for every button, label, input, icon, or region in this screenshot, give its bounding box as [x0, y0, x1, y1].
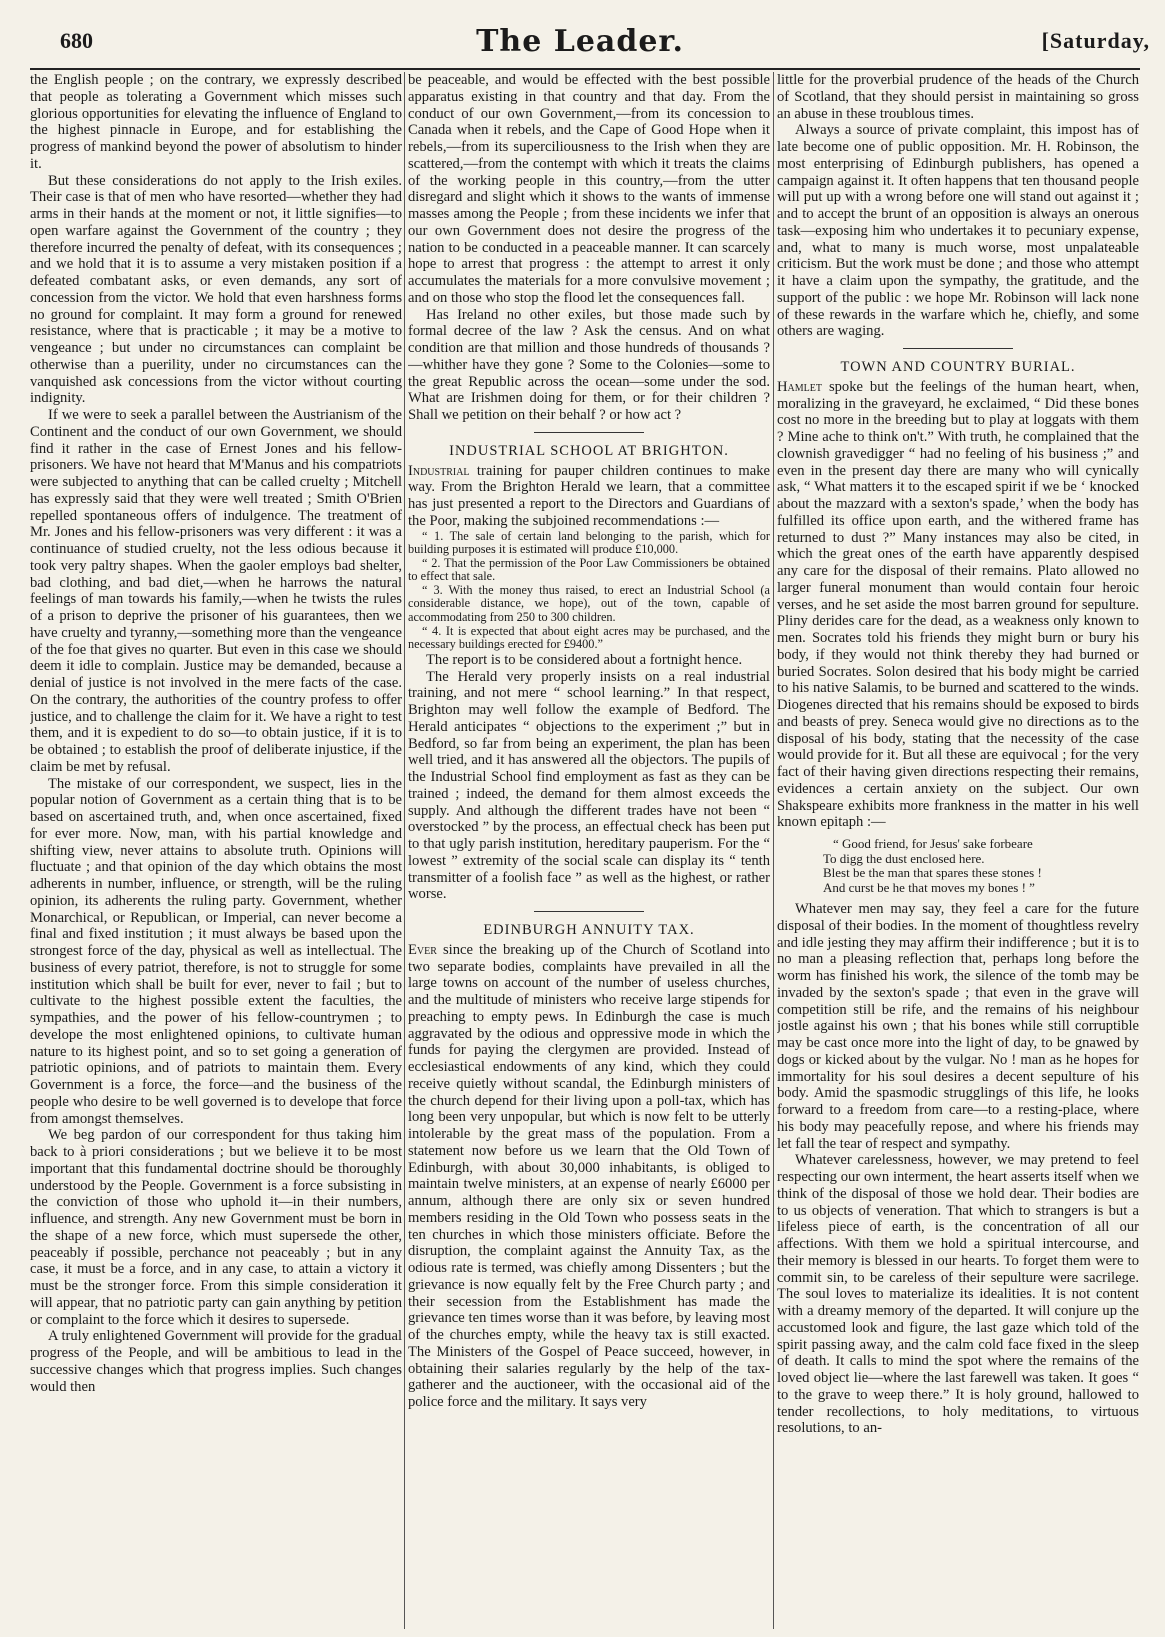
paragraph: be peaceable, and would be effected with the best possible apparatus existing in that country and that day. From the conduct of our own Government,—from its concession to Canada when it rebels, and the Cape of Good Hope when it rebels,—from its superciliousness to the Irish when they are scattered,—from the contempt with which it treats the claims of the working people in this country,—from the utter disregard and slight which it shows to the wants of immense masses among the People ; from these incidents we infer that our own Government does not desire the progress of the nation to be conducted in a peaceable manner. It can scarcely hope to arrest that progress : the attempt to arrest it only accumulates the materials for a more convulsive movement ; and on those who stop the flood let the consequences fall. — [408, 72, 770, 306]
paragraph: Always a source of private complaint, this impost has of late become one of public opposition. Mr. H. Robinson, the most enterprising of Edinburgh publishers, has opened a campaign against it. It often happens that ten thousand people will put up with a wrong before one will stand out against it ; and to accept the brunt of an opposition is always an onerous task—exposing him who undertakes it to pecuniary expense, and, what to many is much worse, most unpalateable criticism. But the work must be done ; and those who attempt it have a claim upon the sympathy, the gratitude, and the support of the public : we hope Mr. Robinson will lack none of these rewards in the warfare which he, chiefly, and some others are waging. — [777, 122, 1139, 340]
paragraph: A truly enlightened Government will provide for the gradual progress of the People, and will be ambitious to lead in the successive changes which that progress implies. Such changes would then — [30, 1328, 402, 1395]
annuity-tax-heading: EDINBURGH ANNUITY TAX. — [483, 922, 695, 939]
paragraph: Whatever men may say, they feel a care for the future disposal of their bodies. In the moment of thoughtless revelry and idle jesting they may affirm their indifference ; but it is to no man a pleasing reflection that, perhaps long before the worm has finished his work, the silence of the tomb may be invaded by the sexton's spade ; that even in the grave will competition still be rife, and the remains of his neighbour jostle against his own ; that his bones while still corruptible may be cast once more into the light of day, to be gnawed by dogs or kicked about by the vulgar. No ! man as he hopes for immortality for his soul desires a decent sepulture of his body. Amid the spasmodic strugglings of this life, he looks forward to a freedom from care—to a resting-place, where his body may peacefully repose, and where his friends may let fall the tear of respect and sympathy. — [777, 901, 1139, 1152]
paragraph: The Herald very properly insists on a real industrial training, and not mere “ school learning.” In that respect, Brighton may well follow the example of Bedford. The Herald anticipates “ objections to the experiment ;” but in Bedford, so far from being an experiment, the plan has been well tried, and it has answered all the objectors. The pupils of the Industrial School find employment as fast as they can be trained ; indeed, the demand for them almost exceeds the supply. And although the different trades have not been “ overstocked ” by the process, an effectual check has been put to that ugly parish institution, hereditary pauperism. For the “ lowest ” extremity of the social scale can display its “ tenth transmitter of a foolish face ” as well as the highest, or rather worse. — [408, 668, 770, 903]
paragraph — [408, 463, 770, 530]
column-1 — [30, 72, 402, 1631]
paragraph — [408, 942, 770, 1411]
recommendation-item: “ 3. With the money thus raised, to erect an Industrial School (a considerable distance, we hope), out of the town, capable of accommodating from 250 to 300 children. — [408, 582, 770, 625]
paragraph: The report is to be considered about a fortnight hence. — [426, 651, 743, 668]
column-divider — [404, 72, 405, 1629]
verse-line: “ Good friend, for Jesus' sake forbeare — [833, 836, 1033, 851]
paragraph: Whatever carelessness, however, we may pretend to feel respecting our own interment, the heart asserts itself when we think of the disposal of those we hold dear. Their bodies are to us objects of veneration. That which to strangers is but a lifeless piece of earth, is the concentration of all our affections. With them we hold a spiritual intercourse, and their memory is blessed in our hearts. To forget them were to commit sin, to be careless of their sepulture were sacrilege. The soul loves to materialize its idealities. It is not content with a dreamy memory of the departed. It will conjure up the accustomed look and figure, the last gaze which told of the spirit passing away, and the calm cold face fixed in the sleep of death. It calls to mind the spot where the remains of the loved object lie—where the last farewell was taken. It goes “ to the grave to weep there.” It is holy ground, hallowed to tender recollections, to holy meditations, to virtuous resolutions, to an- — [777, 1152, 1139, 1437]
verse-line: Blest be the man that spares these stones ! — [823, 865, 1042, 880]
verse-line: To digg the dust enclosed here. — [823, 850, 985, 866]
industrial-school-heading: INDUSTRIAL SCHOOL AT BRIGHTON. — [449, 442, 729, 459]
paragraph: The mistake of our correspondent, we suspect, lies in the popular notion of Government as a certain thing that is to be based on ascertained truth, and, when once ascertained, fixed for ever more. Now, man, with his partial knowledge and shifting view, never attains to absolute truth. Opinions will fluctuate ; and that opinion of the day which obtains the most adherents in number, influence, or strength, will be the ruling opinion, its adherents the ruling party. Government, whether Monarchical, or Republican, or Imperial, can never become a final and fixed institution ; it must always be based upon the strongest force of the day, physical as well as intellectual. The business of every patriot, therefore, is not to struggle for some institution which shall be built for ever, never to fail ; but to cultivate to the highest possible extent the faculties, the sympathies, and the power of his fellow-countrymen ; to develope the most enlightened opinions, to cultivate human nature to its highest point, and so to set going a generation of patriotic opinions, and of patriots to maintain them. Every Government is a force, the force—and the business of the people who desire to be well governed is to develope that force from amongst themselves. — [30, 775, 402, 1127]
verse-line: And curst be he that moves my bones ! ” — [823, 879, 1035, 895]
epitaph-verse — [823, 837, 1139, 895]
paragraph: If we were to seek a parallel between the Austrianism of the Continent and the conduct of our own Government, we should find it rather in the case of Ernest Jones and his fellow-prisoners. We have not heard that M'Manus and his compatriots were subjected to anything that can be called cruelty ; Mitchell has expressly said that they were well treated ; Smith O'Brien repelled spontaneous offers of indulgence. The treatment of Mr. Jones and his fellow-prisoners was very different : it was a continuance of studied cruelty, not the less odious because it took very paltry shapes. When the gaoler employs bad shelter, bad clothing, and bad diet,—when he harrows the natural feelings of man towards his family,—when he twists the rules of a prison to deprive the prisoner of his guarantees, then we have cruelty and tyranny,—something more than the vengeance of the foe that gives no quarter. But even in this case we should deem it idle to complain. Justice may be demanded, because a denial of justice is not involved in the mere facts of the case. On the contrary, the authorities of the country profess to offer justice, and to challenge the claim for it. We have a right to test them, and it is expedient to do so—to obtain justice, if it is to be obtained ; to establish the proof of deliberate injustice, if the claim be met by refusal. — [30, 407, 402, 775]
section-divider — [534, 911, 644, 912]
paragraph — [777, 379, 1139, 831]
column-2 — [408, 72, 770, 1631]
paragraph-text: since the breaking up of the Church of Scotland into two separate bodies, complaints have prevailed in all the large towns on account of the number of useless churches, and the multitude of ministers who receive large stipends for preaching to empty pews. In Edinburgh the case is much aggravated by the odious and oppressive mode in which the funds for paying the clergymen are provided. Instead of ecclesiastical endowments of any kind, which they could receive quietly without scandal, the Edinburgh ministers of the church depend for their living upon a poll-tax, which has long been very unpopular, but which is now felt to be utterly intolerable by the great mass of the population. From a statement now before us we learn that the Old Town of Edinburgh, with about 30,000 inhabitants, is obliged to maintain twelve ministers, at an expense of nearly £6000 per annum, although there are only six or seven hundred members residing in the Old Town who possess seats in the ten churches in which those ministers officiate. Before the disruption, the complaint against the Annuity Tax, as the odious rate is termed, was chiefly among Dissenters ; but the grievance is now equally felt by the Free Church party ; and their secession from the Establishment has made the grievance ten times worse than it was before, by leaving most of the churches empty, while the heavy tax is still exacted. The Ministers of the Gospel of Peace succeed, however, in obtaining their salaries regularly by the help of the tax-gatherer and the auctioneer, with the occasional aid of the police force and the military. It says very — [408, 941, 770, 1411]
lead-word: Hamlet — [777, 378, 822, 395]
paragraph: little for the proverbial prudence of the heads of the Church of Scotland, that they should persist in maintaining so gross an abuse in these troublous times. — [777, 72, 1139, 122]
lead-word: Industrial — [408, 462, 470, 479]
masthead-title: The Leader. — [476, 24, 684, 59]
page-number: 680 — [60, 28, 93, 53]
column-divider — [773, 72, 774, 1629]
paragraph: the English people ; on the contrary, we expressly described that people as tolerating a Government which misses such glorious opportunities for elevating the influence of England to the highest pinnacle in Europe, and for establishing the progress of mankind beyond the power of absolutism to hinder it. — [30, 72, 402, 172]
column-3 — [777, 72, 1139, 1631]
recommendations-list — [408, 530, 770, 652]
paragraph: We beg pardon of our correspondent for thus taking him back to à priori considerations ; but we believe it to be most important that this fundamental doctrine should be thoroughly understood by the People. Government is a force subsisting in the conviction of those who uphold it—in their numbers, influence, and strength. Any new Government must be born in the shape of a new force, which must supersede the other, peaceably if possible, perchance not peaceably ; but in any case, it must be a force, and in any case, to attain a victory it must be the stronger force. From this simple consideration it will appear, that no patriotic party can gain anything by petition or complaint to the force which it desires to supersede. — [30, 1127, 402, 1328]
section-divider — [534, 432, 644, 433]
header-rule — [30, 68, 1140, 70]
header-day: [Saturday, — [1041, 28, 1150, 53]
paragraph: But these considerations do not apply to the Irish exiles. Their case is that of men who have resorted—whether they had arms in their hands at the moment or not, it little signifies—to open warfare against the Government of the country ; they therefore incurred the penalty of defeat, with its consequences ; and we hold that it is to assume a very mistaken position if a defeated combatant asks, or even demands, any sort of concession from the victor. We hold that even harshness forms no ground for complaint. It may form a ground for renewed resistance, where that is practicable ; it may be a motive to vengeance ; but under no circumstances can complaint be otherwise than a puerility, under no circumstances can the vanquished ask concessions from the victor without courting indignity. — [30, 172, 402, 407]
recommendation-item: “ 1. The sale of certain land belonging to the parish, which for building purposes it is estimated will produce £10,000. — [408, 528, 770, 557]
paragraph: Has Ireland no other exiles, but those made such by formal decree of the law ? Ask the census. And on what condition are that million and those hundreds of thousands ?—whither have they gone ? Some to the Colonies—some to the great Republic across the ocean—some under the sod. What are Irishmen doing for them, or for their children ? Shall we petition on their behalf ? or how act ? — [408, 306, 770, 423]
lead-word: Ever — [408, 941, 437, 958]
recommendation-item: “ 2. That the permission of the Poor Law Commissioners be obtained to effect that sale. — [408, 555, 770, 584]
paragraph-text: spoke but the feelings of the human heart, when, moralizing in the graveyard, he exclaimed, “ Did these bones cost no more in the breeding but to play at loggats with them ? Mine ache to think on't.” With truth, he complained that the clownish gravedigger “ had no feeling of his business ;” and even in the present day there are many who will cynically ask, “ What matters it to the escaped spirit if we be ‘ knocked about the mazzard with a sexton's spade,’ when the body has fulfilled its office upon earth, and the withered frame has returned to dust ?” Many instances may also be cited, in which the great ones of the earth have apparently despised any care for the disposal of their remains. Plato allowed no larger funeral monument than would contain four heroic verses, and he set aside the most barren ground for sepulture. Pliny derides care for the dead, as a weakness only known to men. Socrates told his friends they might burn or bury his body, if they would not think thereby they had burned or buried Socrates. Solon desired that his body might be carried to his native Salamis, to be burned and scattered to the winds. Diogenes directed that his remains should be exposed to birds and beasts of prey. Seneca would give no directions as to the disposal of his body, stating that the necessity of the case would provide for it. But all these are equivocal ; for the very fact of their having given directions respecting their remains, evidences a certain anxiety on the subject. Our own Shakspeare exhibits more frankness in the matter in his well known epitaph :— — [777, 378, 1139, 831]
page-header — [20, 24, 1150, 62]
section-divider — [903, 348, 1013, 349]
recommendation-item: “ 4. It is expected that about eight acres may be purchased, and the necessary buildings erected for £9400.” — [408, 623, 770, 652]
burial-heading: TOWN AND COUNTRY BURIAL. — [840, 359, 1076, 375]
paragraph-text: training for pauper children continues to make way. From the Brighton Herald we learn, that a committee has just presented a report to the Directors and Guardians of the Poor, making the subjoined recommendations :— — [408, 462, 770, 529]
